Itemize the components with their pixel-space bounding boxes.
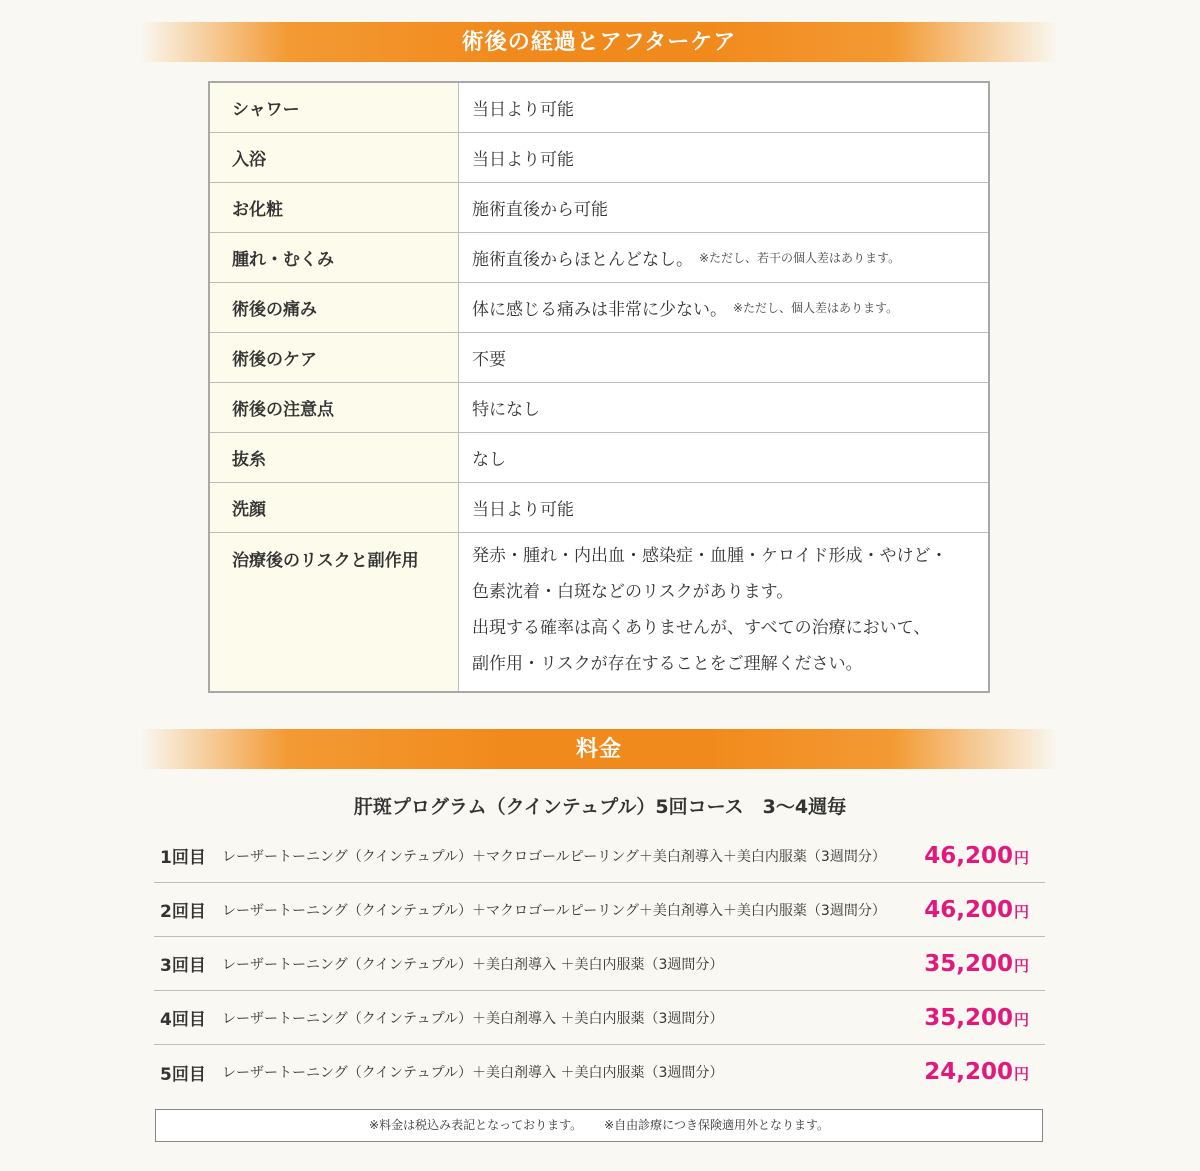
treatment-description: レーザートーニング（クインテュプル）＋美白剤導入 ＋美白内服薬（3週間分） [222, 956, 724, 973]
risk-line: 出現する確率は高くありませんが、すべての治療において、 [472, 618, 931, 638]
yen-unit: 円 [1013, 1065, 1029, 1083]
row-label: 術後の注意点 [210, 383, 459, 432]
price-row [154, 1045, 1045, 1099]
price [924, 1059, 1045, 1085]
price-row [154, 829, 1045, 883]
table-row [210, 283, 988, 333]
row-label: シャワー [210, 83, 459, 132]
aftercare-table [208, 81, 990, 693]
table-row [210, 133, 988, 183]
price-list [154, 829, 1045, 1099]
row-value [459, 383, 988, 432]
risk-line: 色素沈着・白斑などのリスクがあります。 [472, 582, 794, 602]
yen-unit: 円 [1013, 848, 1029, 867]
row-label: 腫れ・むくみ [210, 233, 459, 282]
treatment-description: レーザートーニング（クインテュプル）＋マクロゴールピーリング＋美白剤導入＋美白内服薬（3週間分） [222, 848, 886, 865]
row-value [459, 533, 988, 691]
row-label: 術後の痛み [210, 283, 459, 332]
treatment-description: レーザートーニング（クインテュプル）＋美白剤導入 ＋美白内服薬（3週間分） [222, 1065, 724, 1081]
pricing-heading: 料金 [140, 729, 1058, 769]
yen-unit: 円 [1013, 1010, 1029, 1029]
price-amount: 46,200 [924, 896, 1013, 923]
table-row [210, 83, 988, 133]
value-text: 不要 [472, 350, 506, 370]
row-value [459, 133, 988, 182]
row-value [459, 283, 988, 332]
yen-unit: 円 [1013, 956, 1029, 975]
row-label: 術後のケア [210, 333, 459, 382]
table-row [210, 483, 988, 533]
row-value [459, 83, 988, 132]
price-amount: 24,200 [924, 1059, 1013, 1085]
price-row [154, 937, 1045, 991]
table-row [210, 433, 988, 483]
table-row [210, 333, 988, 383]
value-text: 特になし [472, 400, 540, 420]
table-row [210, 233, 988, 283]
table-row-risk [210, 533, 988, 691]
price [924, 1005, 1045, 1031]
treatment-description: レーザートーニング（クインテュプル）＋マクロゴールピーリング＋美白剤導入＋美白内服薬（3週間分） [222, 902, 886, 919]
price-footnote [155, 1109, 1043, 1142]
insurance-note: ※自由診療につき保険適用外となります。 [604, 1118, 829, 1132]
treatment-description: レーザートーニング（クインテュプル）＋美白剤導入 ＋美白内服薬（3週間分） [222, 1010, 724, 1027]
price [924, 843, 1045, 869]
value-note: ※ただし、若干の個人差はあります。 [699, 251, 901, 265]
value-text: 施術直後からほとんどなし。 [472, 250, 693, 270]
row-label: お化粧 [210, 183, 459, 232]
value-text: 当日より可能 [472, 500, 574, 520]
value-note: ※ただし、個人差はあります。 [733, 301, 899, 315]
visit-number: 3回目 [160, 956, 206, 976]
price-row [154, 991, 1045, 1045]
row-value [459, 333, 988, 382]
row-label: 治療後のリスクと副作用 [210, 533, 459, 691]
aftercare-heading: 術後の経過とアフターケア [140, 22, 1058, 62]
table-row [210, 383, 988, 433]
value-text: 当日より可能 [472, 100, 574, 120]
price-amount: 46,200 [924, 842, 1013, 869]
visit-number: 1回目 [160, 848, 206, 868]
table-row [210, 183, 988, 233]
price-amount: 35,200 [924, 1004, 1013, 1031]
row-value [459, 433, 988, 482]
value-text: 体に感じる痛みは非常に少ない。 [472, 300, 727, 320]
yen-unit: 円 [1013, 902, 1029, 921]
row-value [459, 183, 988, 232]
price [924, 951, 1045, 977]
row-value [459, 483, 988, 532]
value-text: なし [472, 450, 506, 470]
price [924, 897, 1045, 923]
risk-line: 発赤・腫れ・内出血・感染症・血腫・ケロイド形成・やけど・ [472, 546, 948, 566]
tax-note: ※料金は税込み表記となっております。 [369, 1118, 583, 1132]
visit-number: 5回目 [160, 1064, 206, 1085]
value-text: 施術直後から可能 [472, 200, 608, 220]
program-title: 肝斑プログラム（クインテュプル）5回コース 3～4週毎 [353, 796, 847, 818]
price-amount: 35,200 [924, 950, 1013, 977]
row-label: 抜糸 [210, 433, 459, 482]
visit-number: 4回目 [160, 1010, 206, 1030]
row-label: 入浴 [210, 133, 459, 182]
row-value [459, 233, 988, 282]
row-label: 洗顔 [210, 483, 459, 532]
value-text: 当日より可能 [472, 150, 574, 170]
price-row [154, 883, 1045, 937]
visit-number: 2回目 [160, 902, 206, 922]
risk-line: 副作用・リスクが存在することをご理解ください。 [472, 654, 863, 674]
